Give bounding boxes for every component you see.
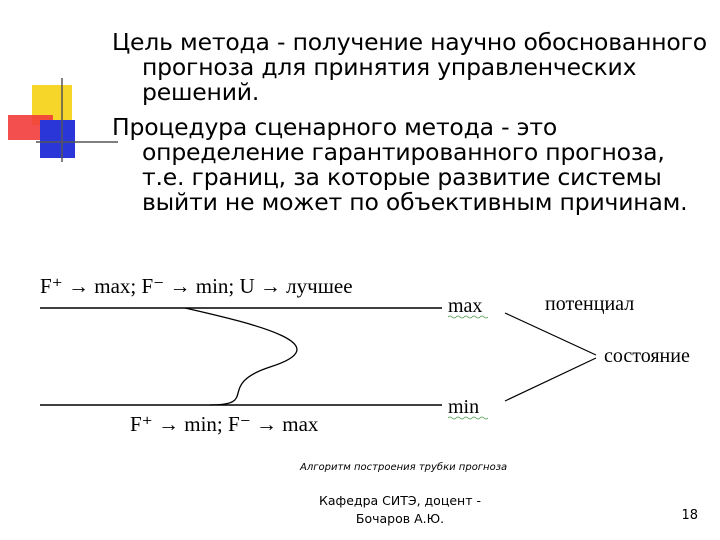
bottom-formula: F⁺ → min; F⁻ → max (130, 412, 319, 436)
min-label: min (448, 396, 480, 418)
arrow-lower (505, 358, 596, 401)
paragraph-procedure: Процедура сценарного метода - это определение гарантированного прогноза, т.е. границ, за которые развитие системы выйти не может по объективным причинам. (112, 113, 688, 216)
footer (290, 492, 510, 528)
blue-square (40, 120, 75, 158)
arrow-upper (505, 313, 596, 355)
development-curve (185, 308, 297, 405)
decorative-squares (0, 0, 120, 170)
top-formula: F⁺ → max; F⁻ → min; U → лучшее (40, 274, 353, 298)
paragraph-goal: Цель метода - получение научно обоснованного прогноза для принятия управленческих решений. (112, 28, 707, 106)
diagram-caption: Алгоритм построения трубки прогноза (300, 462, 508, 473)
potential-label: потенциал (545, 293, 635, 315)
footer-line-2: Бочаров А.Ю. (355, 511, 445, 526)
text-block (112, 30, 712, 215)
page-number: 18 (681, 508, 698, 523)
forecast-tube-diagram (0, 255, 720, 485)
max-label: max (448, 295, 483, 317)
footer-line-1: Кафедра СИТЭ, доцент - (319, 493, 481, 508)
state-label: состояние (604, 345, 690, 367)
